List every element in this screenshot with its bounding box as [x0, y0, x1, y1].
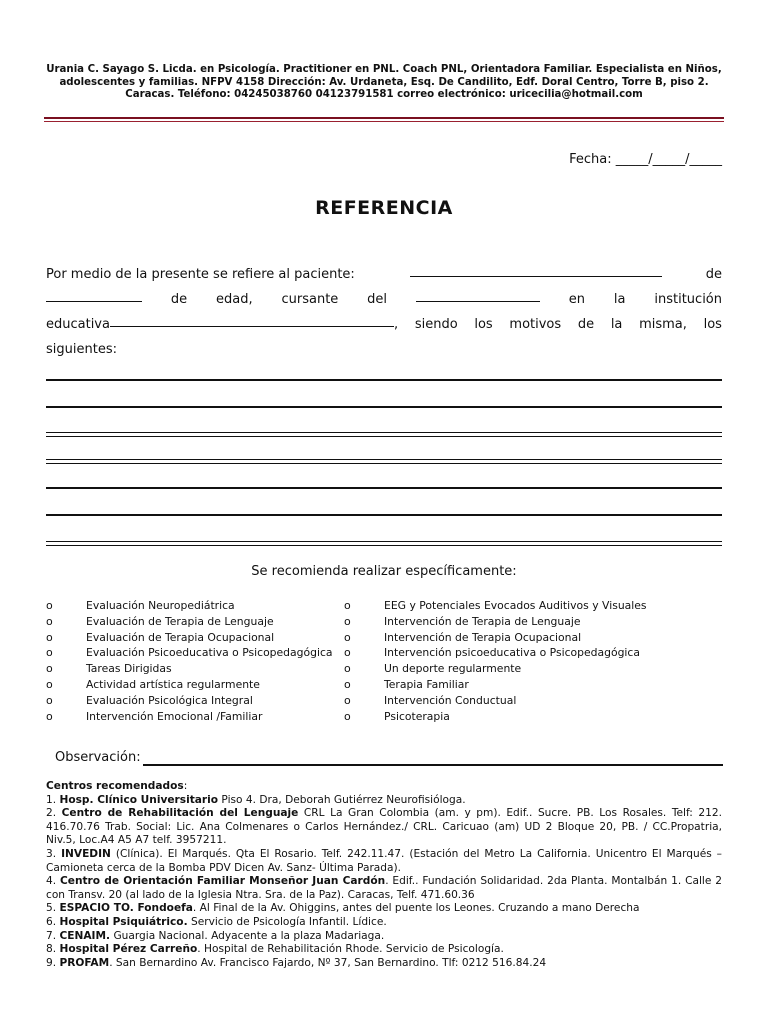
bullet-icon[interactable]: o [344, 599, 351, 612]
bullet-icon[interactable]: o [46, 677, 53, 691]
text-word: cursante [281, 292, 339, 307]
option-item[interactable] [344, 630, 724, 646]
center-item [46, 957, 722, 971]
center-name: Centro de Orientación Familiar Monseñor Juan Cardón [59, 875, 386, 888]
option-label: Evaluación de Terapia Ocupacional [86, 630, 275, 644]
option-item[interactable] [344, 677, 724, 693]
center-details: CRL La Gran Colombia (am. y pm). Edif.. Sucre. PB. Los Rosales. Telf: 212. 416.70.76 Trab. Social: Lic. Ana Colmenares o Carlos Hernández./ CRL. Caricuao (am) UD 2 Bloque 20, PB. / CC.Propatria, Niv.5, Loc.A4 A5 A7 telf. 3957211. [46, 807, 722, 847]
center-name: Hosp. Clínico Universitario [59, 793, 219, 806]
bullet-icon[interactable]: o [46, 693, 53, 707]
bullet-icon[interactable]: o [344, 677, 351, 691]
center-details: . San Bernardino Av. Francisco Fajardo, Nº 37, San Bernardino. Tlf: 0212 516.84.24 [109, 956, 547, 969]
option-item[interactable] [46, 614, 336, 630]
option-label: Psicoterapia [384, 709, 450, 723]
text-word: de [170, 292, 188, 307]
option-label: Evaluación Psicológica Integral [86, 693, 253, 707]
reason-line-4b [46, 463, 722, 464]
text-word: los [703, 317, 722, 332]
text-word: en [568, 292, 586, 307]
center-details: . Hospital de Rehabilitación Rhode. Servicio de Psicología. [197, 943, 504, 956]
text-word: , [393, 317, 399, 332]
center-number: 3. [46, 847, 57, 860]
option-label: Intervención de Terapia Ocupacional [384, 630, 582, 644]
center-details: . Edif.. Fundación Solidaridad. 2da Planta. Montalbán 1. Calle 2 con Transv. 20 (al lado de la Iglesia Ntra. Sra. de la Paz). Caracas, Telf. 471.60.36 [46, 875, 722, 901]
text-word: edad, [216, 292, 253, 307]
option-item[interactable] [46, 598, 336, 614]
center-name: Hospital Pérez Carreño [59, 943, 198, 956]
option-label: Evaluación Psicoeducativa o Psicopedagógica [86, 646, 333, 660]
age-blank[interactable] [46, 287, 142, 302]
text-word: los [474, 317, 493, 332]
option-label: Intervención de Terapia de Lenguaje [384, 614, 581, 628]
bullet-icon[interactable]: o [46, 630, 53, 644]
option-item[interactable] [344, 614, 724, 630]
reason-line-2[interactable] [46, 406, 722, 408]
de-label: de [705, 267, 722, 282]
center-item [46, 916, 722, 930]
bullet-icon[interactable]: o [344, 614, 351, 628]
bullet-icon[interactable]: o [344, 709, 351, 723]
option-item[interactable] [344, 598, 724, 614]
grade-blank[interactable] [416, 287, 540, 302]
bullet-icon[interactable]: o [46, 599, 53, 612]
option-item[interactable] [344, 709, 724, 725]
center-details: Servicio de Psicología Infantil. Lídice. [187, 915, 387, 928]
center-name: ESPACIO TO. Fondoefa [59, 902, 193, 915]
center-item [46, 930, 722, 944]
option-item[interactable] [344, 661, 724, 677]
header-divider [44, 117, 724, 119]
reason-line-7[interactable] [46, 541, 722, 542]
option-item[interactable] [46, 709, 336, 725]
header-divider-thin [44, 121, 724, 122]
bullet-icon[interactable]: o [344, 662, 351, 676]
reason-line-3b [46, 436, 722, 437]
letterhead: Urania C. Sayago S. Licda. en Psicología. Practitioner en PNL. Coach PNL, Orientadora Familiar. Especialista en Niños, adolescentes y familias. NFPV 4158 Dirección: Av. Urdaneta, Esq. De Candilito, Edf. Doral Centro, Torre B, piso 2. Caracas. Teléfono: 04245038760 04123791581 correo electrónico: uricecilia@hotmail.com [46, 64, 722, 100]
reason-line-5[interactable] [46, 487, 722, 489]
bullet-icon[interactable]: o [344, 630, 351, 644]
text-word: misma, [639, 317, 687, 332]
bullet-icon[interactable]: o [46, 646, 53, 660]
center-name: INVEDIN [61, 847, 111, 860]
text-word: de [577, 317, 595, 332]
center-name: CENAIM. [59, 929, 111, 942]
patient-name-blank[interactable] [410, 262, 662, 277]
center-item [46, 794, 722, 808]
reason-line-7b [46, 545, 722, 546]
center-name: PROFAM [59, 956, 110, 969]
bullet-icon[interactable]: o [46, 709, 53, 723]
bullet-icon[interactable]: o [344, 646, 351, 660]
option-item[interactable] [46, 630, 336, 646]
options-left-list [46, 598, 336, 724]
option-label: Intervención Conductual [384, 693, 517, 707]
center-number: 1. [46, 793, 57, 806]
center-number: 8. [46, 943, 57, 956]
text-word: del [367, 292, 388, 307]
observation-line[interactable] [143, 750, 723, 766]
options-right-list [344, 598, 724, 724]
option-item[interactable] [46, 661, 336, 677]
center-number: 2. [46, 807, 57, 820]
option-item[interactable] [344, 693, 724, 709]
text-word: motivos [509, 317, 562, 332]
reason-line-4[interactable] [46, 459, 722, 460]
center-item [46, 902, 722, 916]
centers-heading: Centros recomendados [46, 780, 184, 792]
recommend-heading: Se recomienda realizar específicamente: [251, 564, 517, 579]
text-word: siguientes: [46, 342, 117, 357]
text-word: la [613, 292, 626, 307]
observation-label: Observación: [55, 750, 141, 765]
bullet-icon[interactable]: o [46, 662, 53, 676]
center-details: . Al Final de la Av. Ohiggins, antes del puente los Leones. Cruzando a mano Derecha [192, 902, 640, 915]
option-label: Un deporte regularmente [384, 662, 522, 676]
center-name: Centro de Rehabilitación del Lenguaje [61, 807, 299, 820]
referral-paragraph [46, 262, 722, 362]
center-number: 9. [46, 956, 57, 969]
center-number: 7. [46, 929, 57, 942]
option-label: Intervención psicoeducativa o Psicopedagógica [384, 646, 640, 660]
patient-label: Por medio de la presente se refiere al paciente: [46, 267, 355, 282]
text-word: educativa [46, 317, 110, 332]
center-details: Piso 4. Dra, Deborah Gutiérrez Neurofisióloga. [218, 793, 466, 806]
center-details: (Clínica). El Marqués. Qta El Rosario. Telf. 242.11.47. (Estación del Metro La California. Unicentro El Marqués – Camioneta cerca de la Bomba PDV Dicen Av. Sanz- Última Parada). [46, 847, 722, 874]
option-label: Evaluación Neuropediátrica [86, 599, 235, 612]
option-item[interactable] [46, 645, 336, 661]
institution-blank[interactable] [110, 312, 394, 327]
date-field[interactable]: Fecha: _____/_____/_____ [569, 152, 722, 167]
option-item[interactable] [344, 645, 724, 661]
centers-heading-suffix: : [183, 780, 188, 792]
option-item[interactable] [46, 693, 336, 709]
center-item [46, 943, 722, 957]
center-item [46, 848, 722, 875]
text-word: institución [654, 292, 722, 307]
center-number: 4. [46, 875, 57, 888]
center-number: 5. [46, 902, 57, 915]
option-label: Terapia Familiar [384, 677, 469, 691]
option-label: Intervención Emocional /Familiar [86, 709, 263, 723]
bullet-icon[interactable]: o [46, 614, 53, 628]
option-label: EEG y Potenciales Evocados Auditivos y Visuales [384, 599, 647, 612]
option-label: Actividad artística regularmente [86, 677, 260, 691]
reason-line-3[interactable] [46, 432, 722, 433]
center-name: Hospital Psiquiátrico. [59, 915, 188, 928]
option-label: Tareas Dirigidas [86, 662, 172, 676]
option-label: Evaluación de Terapia de Lenguaje [86, 614, 274, 628]
page-title: REFERENCIA [315, 197, 453, 219]
option-item[interactable] [46, 677, 336, 693]
center-item [46, 807, 722, 848]
center-details: Guargia Nacional. Adyacente a la plaza Madariaga. [110, 929, 385, 942]
reason-line-1[interactable] [46, 379, 722, 381]
center-number: 6. [46, 915, 57, 928]
reason-line-6[interactable] [46, 514, 722, 516]
text-word: la [610, 317, 623, 332]
bullet-icon[interactable]: o [344, 693, 351, 707]
text-word: siendo [414, 317, 458, 332]
center-item [46, 875, 722, 902]
recommended-centers [46, 780, 722, 970]
observation-field[interactable] [55, 750, 723, 766]
